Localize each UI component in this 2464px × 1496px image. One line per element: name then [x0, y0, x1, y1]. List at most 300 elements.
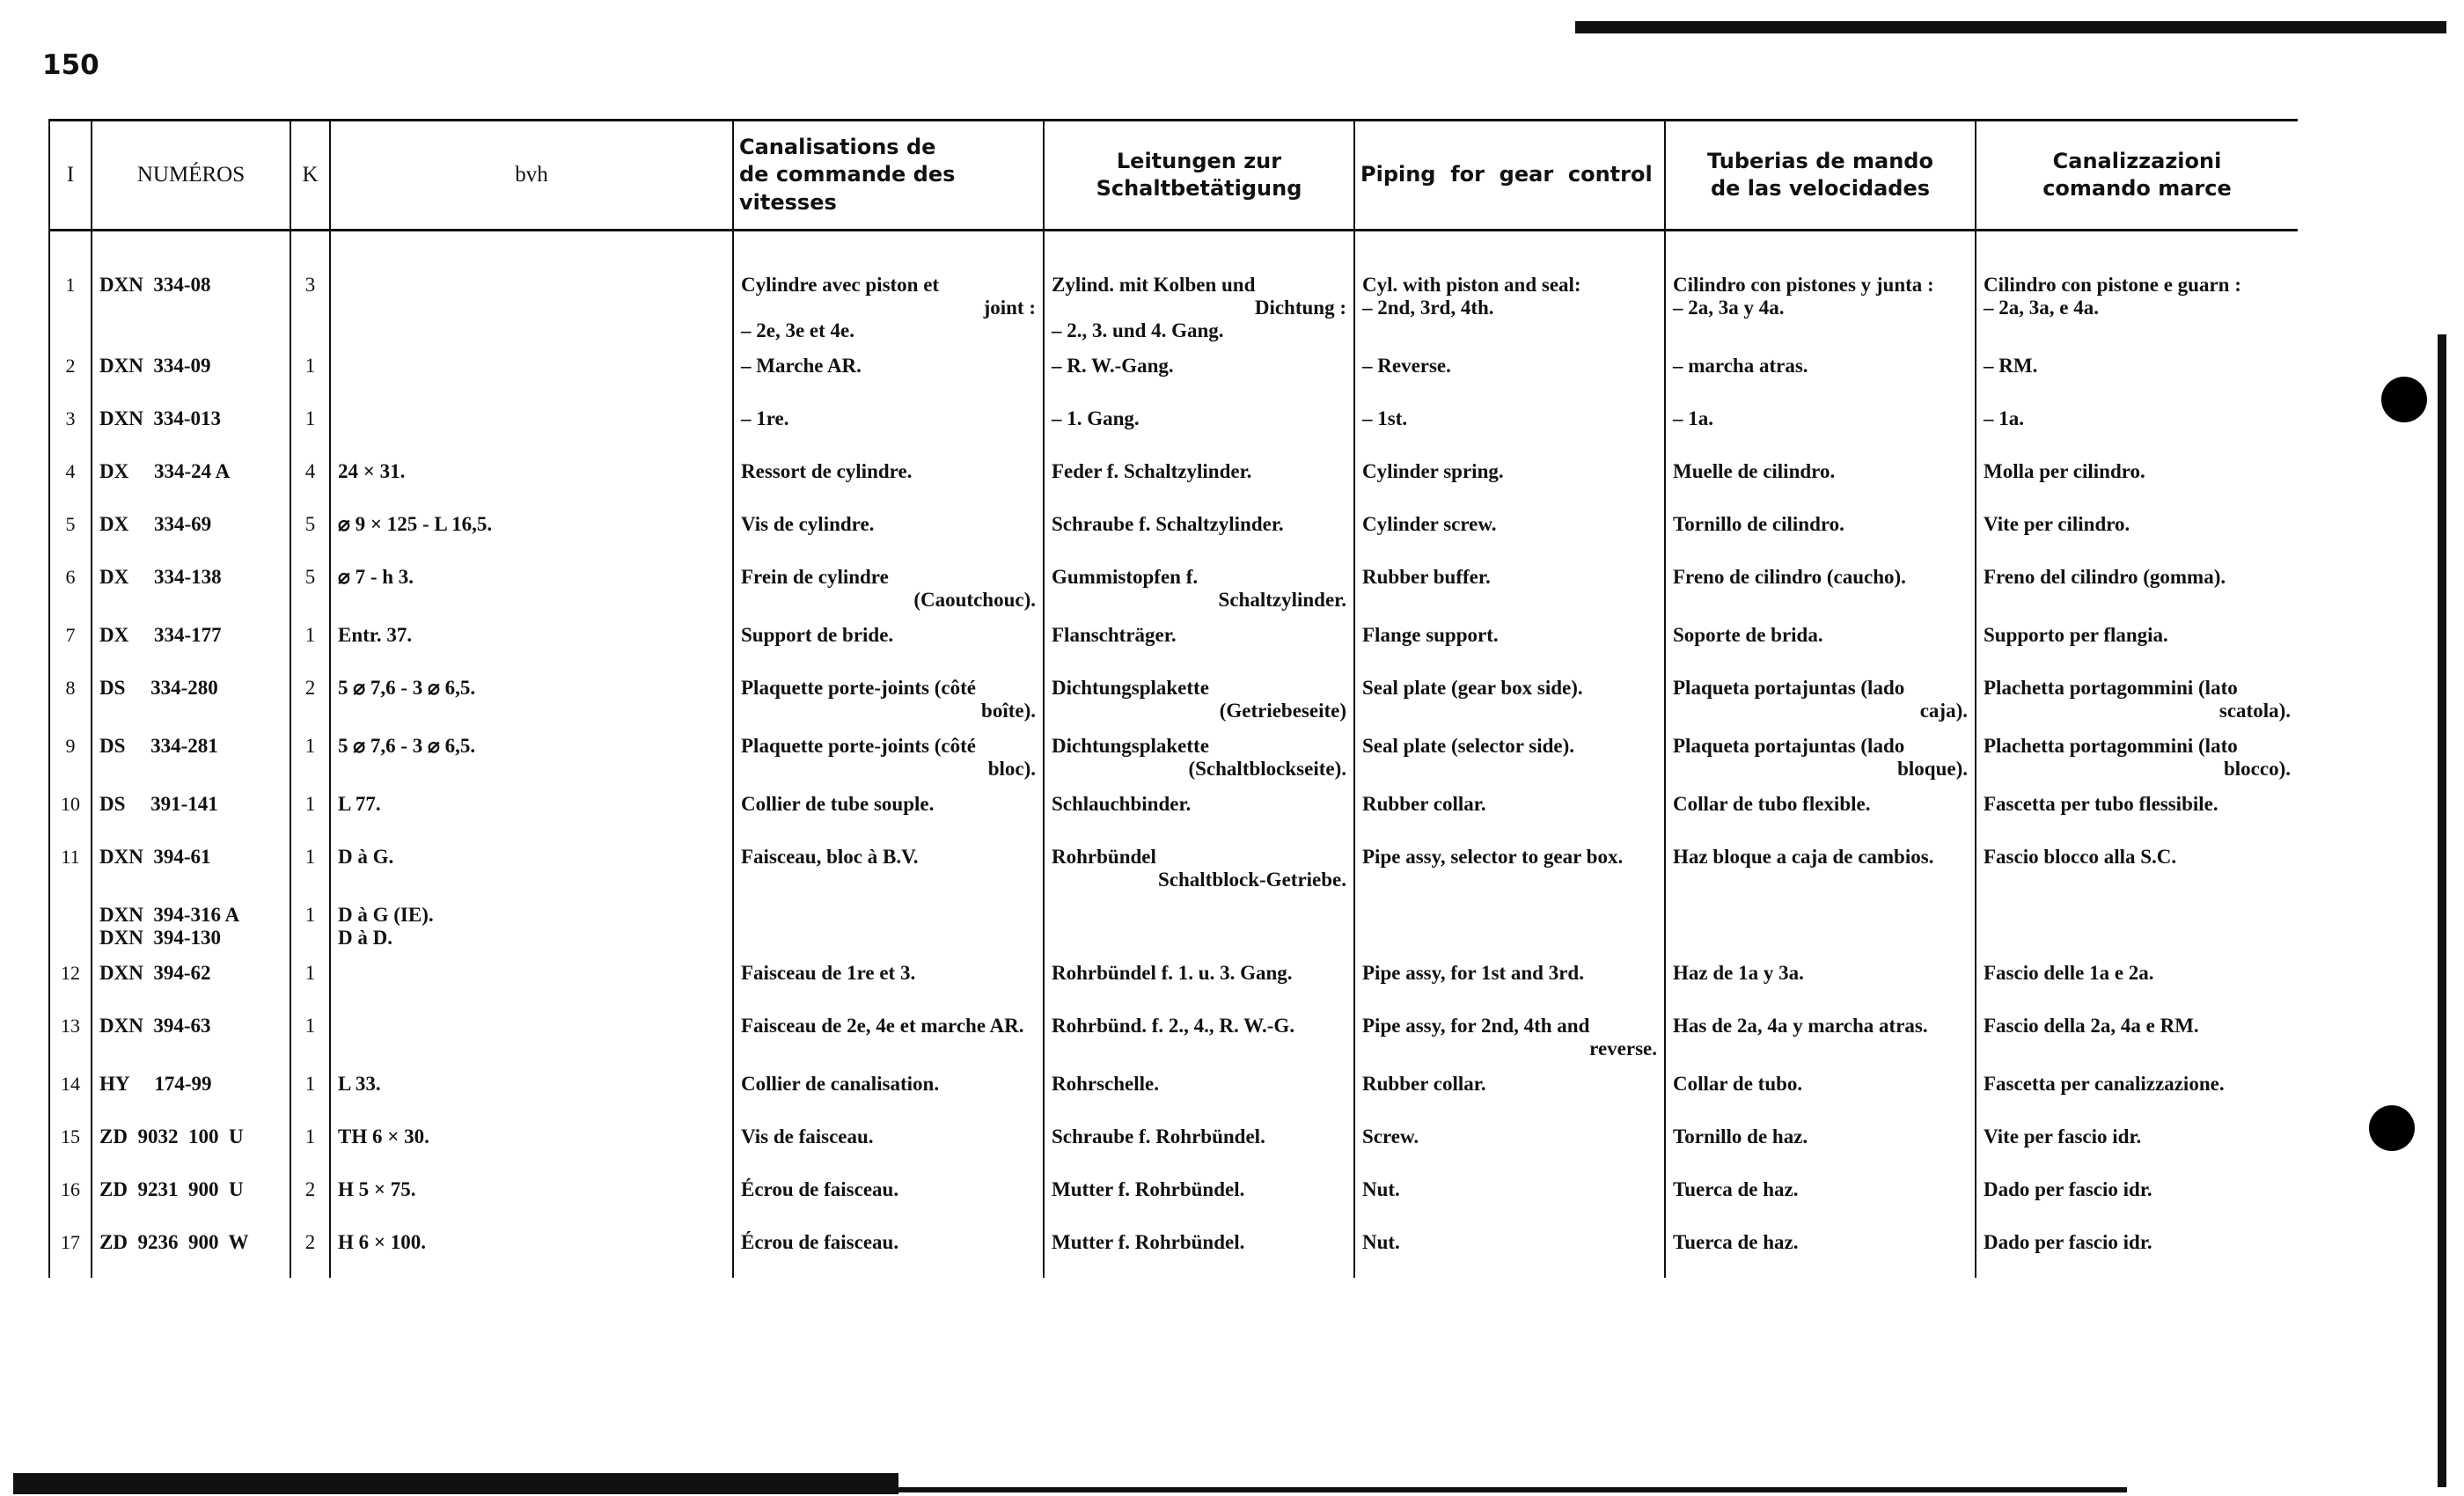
description-es — [1665, 787, 1976, 840]
bvh-spec: D à G. — [330, 840, 733, 898]
description-it — [1976, 898, 2298, 956]
description-it — [1976, 348, 2298, 401]
description-fr — [733, 1225, 1044, 1278]
bvh-spec — [330, 231, 733, 349]
table-row — [49, 729, 2298, 787]
bvh-spec — [330, 1008, 733, 1067]
description-line: Schlauchbinder. — [1052, 793, 1192, 815]
description-fr — [733, 1119, 1044, 1172]
header-k: K — [290, 121, 330, 231]
quantity-k: 1 — [290, 787, 330, 840]
parts-table — [48, 119, 2298, 1278]
bvh-spec — [330, 401, 733, 454]
quantity-k: 1 — [290, 956, 330, 1008]
description-en — [1354, 1119, 1665, 1172]
description-line: Collar de tubo. — [1673, 1073, 1803, 1095]
description-line: Cilindro con pistone e guarn : — [1984, 274, 2241, 296]
description-line: Rubber collar. — [1362, 793, 1486, 815]
description-it — [1976, 1008, 2298, 1067]
description-line: Écrou de faisceau. — [741, 1178, 899, 1200]
description-line: Pipe assy, for 2nd, 4th and — [1362, 1015, 1590, 1037]
part-number: DXN 394-63 — [92, 1008, 290, 1067]
description-line: Rohrbünd. f. 2., 4., R. W.-G. — [1052, 1015, 1295, 1037]
table-row — [49, 1172, 2298, 1225]
description-line: – marcha atras. — [1673, 355, 1808, 377]
part-number: DXN 334-08 — [92, 231, 290, 349]
row-index: 13 — [49, 1008, 92, 1067]
row-index: 1 — [49, 231, 92, 349]
header-french: Canalisations de de commande des vitesses — [733, 121, 1044, 231]
row-index: 15 — [49, 1119, 92, 1172]
description-line: – 1a. — [1984, 407, 2024, 429]
header-row — [49, 121, 2298, 231]
bottom-rule-thick — [13, 1473, 898, 1494]
description-line: Tornillo de haz. — [1673, 1126, 1808, 1148]
bvh-spec: 5 ⌀ 7,6 - 3 ⌀ 6,5. — [330, 729, 733, 787]
description-line: Zylind. mit Kolben und — [1052, 274, 1256, 296]
description-line: – RM. — [1984, 355, 2038, 377]
table-row — [49, 898, 2298, 956]
description-line: Tornillo de cilindro. — [1673, 513, 1844, 535]
table-row — [49, 956, 2298, 1008]
description-de — [1044, 898, 1354, 956]
description-fr — [733, 1172, 1044, 1225]
description-line: Vite per fascio idr. — [1984, 1126, 2142, 1148]
table-row — [49, 1008, 2298, 1067]
bvh-spec: H 6 × 100. — [330, 1225, 733, 1278]
description-es — [1665, 507, 1976, 560]
description-line: Pipe assy, for 1st and 3rd. — [1362, 962, 1584, 984]
description-es — [1665, 618, 1976, 671]
bvh-spec: L 33. — [330, 1067, 733, 1119]
description-it — [1976, 1172, 2298, 1225]
description-line: – 2a, 3a y 4a. — [1673, 297, 1785, 319]
description-line: Vite per cilindro. — [1984, 513, 2130, 535]
description-line: Plaqueta portajuntas (lado — [1673, 677, 1905, 699]
description-fr — [733, 898, 1044, 956]
description-de — [1044, 348, 1354, 401]
header-german: Leitungen zur Schaltbetätigung — [1044, 121, 1354, 231]
description-line: Plachetta portagommini (lato — [1984, 735, 2238, 757]
description-fr — [733, 507, 1044, 560]
description-line: Collier de tube souple. — [741, 793, 935, 815]
quantity-k: 1 — [290, 840, 330, 898]
header-italian: Canalizzazioni comando marce — [1976, 121, 2298, 231]
description-de — [1044, 1008, 1354, 1067]
row-index: 17 — [49, 1225, 92, 1278]
description-line: Dado per fascio idr. — [1984, 1178, 2152, 1200]
quantity-k: 1 — [290, 898, 330, 956]
description-line: Dichtung : — [1254, 297, 1346, 319]
description-line: Plaqueta portajuntas (lado — [1673, 735, 1905, 757]
parts-body — [49, 231, 2298, 1279]
description-de — [1044, 401, 1354, 454]
description-de — [1044, 1172, 1354, 1225]
description-line: Schaltblock-Getriebe. — [1158, 869, 1346, 891]
row-index: 8 — [49, 671, 92, 729]
description-line: Ressort de cylindre. — [741, 460, 913, 482]
description-line: caja). — [1919, 700, 1968, 722]
description-line: – Reverse. — [1362, 355, 1451, 377]
description-line: Collar de tubo flexible. — [1673, 793, 1871, 815]
bvh-spec: TH 6 × 30. — [330, 1119, 733, 1172]
quantity-k: 1 — [290, 1067, 330, 1119]
description-line: Mutter f. Rohrbündel. — [1052, 1231, 1245, 1253]
description-line: Molla per cilindro. — [1984, 460, 2145, 482]
description-line: Écrou de faisceau. — [741, 1231, 899, 1253]
quantity-k: 2 — [290, 671, 330, 729]
part-number: DXN 394-61 — [92, 840, 290, 898]
table-row — [49, 507, 2298, 560]
description-line: Faisceau, bloc à B.V. — [741, 846, 919, 868]
description-en — [1354, 348, 1665, 401]
description-en — [1354, 560, 1665, 618]
description-line: blocco). — [2223, 758, 2291, 780]
part-number: DS 334-281 — [92, 729, 290, 787]
description-line: – 2e, 3e et 4e. — [741, 319, 854, 341]
description-line: Fascetta per tubo flessibile. — [1984, 793, 2218, 815]
description-it — [1976, 560, 2298, 618]
description-en — [1354, 787, 1665, 840]
description-line: (Caoutchouc). — [913, 589, 1036, 611]
description-es — [1665, 454, 1976, 507]
description-line: bloc). — [987, 758, 1036, 780]
description-de — [1044, 1119, 1354, 1172]
description-fr — [733, 729, 1044, 787]
description-line: Freno del cilindro (gomma). — [1984, 566, 2226, 588]
page-number: 150 — [42, 49, 99, 81]
row-index: 2 — [49, 348, 92, 401]
description-line: Haz de 1a y 3a. — [1673, 962, 1804, 984]
description-line: Cylinder spring. — [1362, 460, 1504, 482]
table-row — [49, 454, 2298, 507]
table-row — [49, 1119, 2298, 1172]
description-en — [1354, 231, 1665, 349]
description-line: Nut. — [1362, 1231, 1400, 1253]
description-es — [1665, 1225, 1976, 1278]
bottom-rule-thin — [898, 1487, 2127, 1492]
description-es — [1665, 840, 1976, 898]
description-fr — [733, 348, 1044, 401]
description-line: (Schaltblockseite). — [1188, 758, 1346, 780]
description-it — [1976, 1119, 2298, 1172]
description-line: Soporte de brida. — [1673, 624, 1823, 646]
description-line: Faisceau de 2e, 4e et marche AR. — [741, 1015, 1024, 1037]
description-line: Plachetta portagommini (lato — [1984, 677, 2238, 699]
description-line: Feder f. Schaltzylinder. — [1052, 460, 1252, 482]
quantity-k: 5 — [290, 560, 330, 618]
description-it — [1976, 401, 2298, 454]
part-number: DXN 394-316 A DXN 394-130 — [92, 898, 290, 956]
part-number: DS 391-141 — [92, 787, 290, 840]
header-bvh: bvh — [330, 121, 733, 231]
table-row — [49, 1225, 2298, 1278]
row-index: 3 — [49, 401, 92, 454]
description-line: Rubber buffer. — [1362, 566, 1491, 588]
description-line: Has de 2a, 4a y marcha atras. — [1673, 1015, 1928, 1037]
description-line: Pipe assy, selector to gear box. — [1362, 846, 1624, 868]
description-line: Fascio della 2a, 4a e RM. — [1984, 1015, 2199, 1037]
description-fr — [733, 231, 1044, 349]
table-row — [49, 348, 2298, 401]
description-line: Fascio delle 1a e 2a. — [1984, 962, 2154, 984]
description-line: Fascio blocco alla S.C. — [1984, 846, 2177, 868]
description-line: Rohrbündel — [1052, 846, 1156, 868]
description-line: Tuerca de haz. — [1673, 1231, 1799, 1253]
description-line: Cylindre avec piston et — [741, 274, 940, 296]
description-line: Haz bloque a caja de cambios. — [1673, 846, 1934, 868]
description-fr — [733, 956, 1044, 1008]
description-es — [1665, 956, 1976, 1008]
row-index: 10 — [49, 787, 92, 840]
description-line: – 1a. — [1673, 407, 1713, 429]
bvh-spec: Entr. 37. — [330, 618, 733, 671]
description-line: Seal plate (selector side). — [1362, 735, 1575, 757]
row-index: 14 — [49, 1067, 92, 1119]
bvh-spec — [330, 348, 733, 401]
bvh-spec — [330, 956, 733, 1008]
description-line: bloque). — [1897, 758, 1968, 780]
description-line: Cilindro con pistones y junta : — [1673, 274, 1934, 296]
punch-hole-bottom — [2369, 1105, 2415, 1151]
description-line: (Getriebeseite) — [1219, 700, 1346, 722]
description-line: Collier de canalisation. — [741, 1073, 940, 1095]
description-de — [1044, 507, 1354, 560]
description-line: Mutter f. Rohrbündel. — [1052, 1178, 1245, 1200]
description-line: Rohrbündel f. 1. u. 3. Gang. — [1052, 962, 1293, 984]
description-line: Nut. — [1362, 1178, 1400, 1200]
description-en — [1354, 1172, 1665, 1225]
description-it — [1976, 454, 2298, 507]
part-number: DXN 334-013 — [92, 401, 290, 454]
description-it — [1976, 507, 2298, 560]
right-edge-rule — [2438, 334, 2446, 1487]
description-line: Fascetta per canalizzazione. — [1984, 1073, 2225, 1095]
quantity-k: 5 — [290, 507, 330, 560]
description-line: Schraube f. Rohrbündel. — [1052, 1126, 1265, 1148]
quantity-k: 4 — [290, 454, 330, 507]
bvh-spec: H 5 × 75. — [330, 1172, 733, 1225]
top-rule — [1575, 21, 2446, 33]
row-index — [49, 898, 92, 956]
description-fr — [733, 401, 1044, 454]
description-line: Dichtungsplakette — [1052, 735, 1209, 757]
description-line: – R. W.-Gang. — [1052, 355, 1174, 377]
row-index: 12 — [49, 956, 92, 1008]
description-line: Cylinder screw. — [1362, 513, 1497, 535]
quantity-k: 1 — [290, 1119, 330, 1172]
description-line: Seal plate (gear box side). — [1362, 677, 1583, 699]
description-line: Flanschträger. — [1052, 624, 1177, 646]
description-es — [1665, 1067, 1976, 1119]
description-es — [1665, 401, 1976, 454]
description-line: Schraube f. Schaltzylinder. — [1052, 513, 1284, 535]
description-de — [1044, 956, 1354, 1008]
description-fr — [733, 787, 1044, 840]
description-it — [1976, 840, 2298, 898]
description-en — [1354, 1008, 1665, 1067]
table-row — [49, 787, 2298, 840]
table-row — [49, 401, 2298, 454]
row-index: 4 — [49, 454, 92, 507]
part-number: HY 174-99 — [92, 1067, 290, 1119]
description-line: Muelle de cilindro. — [1673, 460, 1836, 482]
description-fr — [733, 671, 1044, 729]
description-line: Gummistopfen f. — [1052, 566, 1199, 588]
description-it — [1976, 956, 2298, 1008]
quantity-k: 1 — [290, 348, 330, 401]
description-it — [1976, 1225, 2298, 1278]
description-line: Freno de cilindro (caucho). — [1673, 566, 1906, 588]
description-line: – 2a, 3a, e 4a. — [1984, 297, 2099, 319]
header-numeros: NUMÉROS — [92, 121, 290, 231]
description-line: Screw. — [1362, 1126, 1419, 1148]
description-line: Support de bride. — [741, 624, 894, 646]
table-row — [49, 618, 2298, 671]
description-en — [1354, 401, 1665, 454]
part-number: DX 334-69 — [92, 507, 290, 560]
description-en — [1354, 507, 1665, 560]
part-number: DX 334-24 A — [92, 454, 290, 507]
punch-hole-top — [2381, 377, 2427, 422]
quantity-k: 2 — [290, 1172, 330, 1225]
description-es — [1665, 1008, 1976, 1067]
description-line: Rohrschelle. — [1052, 1073, 1160, 1095]
quantity-k: 1 — [290, 618, 330, 671]
description-en — [1354, 618, 1665, 671]
description-line: Dichtungsplakette — [1052, 677, 1209, 699]
description-de — [1044, 231, 1354, 349]
table-row — [49, 1067, 2298, 1119]
description-line: boîte). — [981, 700, 1036, 722]
description-line: Frein de cylindre — [741, 566, 889, 588]
description-line: – 2., 3. und 4. Gang. — [1052, 319, 1224, 341]
row-index: 7 — [49, 618, 92, 671]
bvh-spec: ⌀ 9 × 125 - L 16,5. — [330, 507, 733, 560]
description-it — [1976, 618, 2298, 671]
description-line: Vis de faisceau. — [741, 1126, 874, 1148]
description-es — [1665, 560, 1976, 618]
description-it — [1976, 787, 2298, 840]
description-line: – 2nd, 3rd, 4th. — [1362, 297, 1494, 319]
description-es — [1665, 348, 1976, 401]
description-en — [1354, 454, 1665, 507]
description-en — [1354, 898, 1665, 956]
row-index: 6 — [49, 560, 92, 618]
description-line: Supporto per flangia. — [1984, 624, 2168, 646]
description-de — [1044, 787, 1354, 840]
header-spanish: Tuberias de mando de las velocidades — [1665, 121, 1976, 231]
description-line: – Marche AR. — [741, 355, 862, 377]
description-line: Plaquette porte-joints (côté — [741, 677, 976, 699]
description-line: Rubber collar. — [1362, 1073, 1486, 1095]
part-number: DS 334-280 — [92, 671, 290, 729]
description-fr — [733, 840, 1044, 898]
table-row — [49, 231, 2298, 349]
description-fr — [733, 1067, 1044, 1119]
table-row — [49, 840, 2298, 898]
description-es — [1665, 671, 1976, 729]
row-index: 16 — [49, 1172, 92, 1225]
part-number: ZD 9032 100 U — [92, 1119, 290, 1172]
description-es — [1665, 729, 1976, 787]
description-line: Schaltzylinder. — [1218, 589, 1346, 611]
description-de — [1044, 840, 1354, 898]
description-line: Plaquette porte-joints (côté — [741, 735, 976, 757]
bvh-spec: ⌀ 7 - h 3. — [330, 560, 733, 618]
part-number: ZD 9231 900 U — [92, 1172, 290, 1225]
description-line: Faisceau de 1re et 3. — [741, 962, 916, 984]
description-line: Vis de cylindre. — [741, 513, 875, 535]
row-index: 11 — [49, 840, 92, 898]
description-it — [1976, 671, 2298, 729]
description-es — [1665, 231, 1976, 349]
part-number: DXN 394-62 — [92, 956, 290, 1008]
row-index: 9 — [49, 729, 92, 787]
description-it — [1976, 729, 2298, 787]
description-de — [1044, 1225, 1354, 1278]
part-number: DX 334-138 — [92, 560, 290, 618]
bvh-spec: D à G (IE). D à D. — [330, 898, 733, 956]
description-it — [1976, 1067, 2298, 1119]
description-de — [1044, 454, 1354, 507]
description-de — [1044, 560, 1354, 618]
description-es — [1665, 1119, 1976, 1172]
description-fr — [733, 1008, 1044, 1067]
table-row — [49, 560, 2298, 618]
description-en — [1354, 1225, 1665, 1278]
description-en — [1354, 671, 1665, 729]
bvh-spec: 5 ⌀ 7,6 - 3 ⌀ 6,5. — [330, 671, 733, 729]
quantity-k: 1 — [290, 1008, 330, 1067]
description-en — [1354, 1067, 1665, 1119]
description-line: scatola). — [2218, 700, 2291, 722]
description-fr — [733, 454, 1044, 507]
quantity-k: 1 — [290, 401, 330, 454]
header-index: I — [49, 121, 92, 231]
header-english: Piping for gear control — [1354, 121, 1665, 231]
bvh-spec: 24 × 31. — [330, 454, 733, 507]
description-fr — [733, 618, 1044, 671]
description-line: Flange support. — [1362, 624, 1499, 646]
part-number: ZD 9236 900 W — [92, 1225, 290, 1278]
part-number: DXN 334-09 — [92, 348, 290, 401]
description-line: – 1re. — [741, 407, 789, 429]
description-line: joint : — [983, 297, 1036, 319]
description-de — [1044, 1067, 1354, 1119]
description-de — [1044, 618, 1354, 671]
description-es — [1665, 898, 1976, 956]
bvh-spec: L 77. — [330, 787, 733, 840]
row-index: 5 — [49, 507, 92, 560]
description-de — [1044, 671, 1354, 729]
description-en — [1354, 840, 1665, 898]
quantity-k: 1 — [290, 729, 330, 787]
description-en — [1354, 729, 1665, 787]
table-row — [49, 671, 2298, 729]
description-en — [1354, 956, 1665, 1008]
description-es — [1665, 1172, 1976, 1225]
part-number: DX 334-177 — [92, 618, 290, 671]
description-de — [1044, 729, 1354, 787]
description-line: Dado per fascio idr. — [1984, 1231, 2152, 1253]
description-line: Tuerca de haz. — [1673, 1178, 1799, 1200]
quantity-k: 3 — [290, 231, 330, 349]
description-it — [1976, 231, 2298, 349]
quantity-k: 2 — [290, 1225, 330, 1278]
description-line: – 1st. — [1362, 407, 1408, 429]
description-line: reverse. — [1589, 1038, 1657, 1060]
